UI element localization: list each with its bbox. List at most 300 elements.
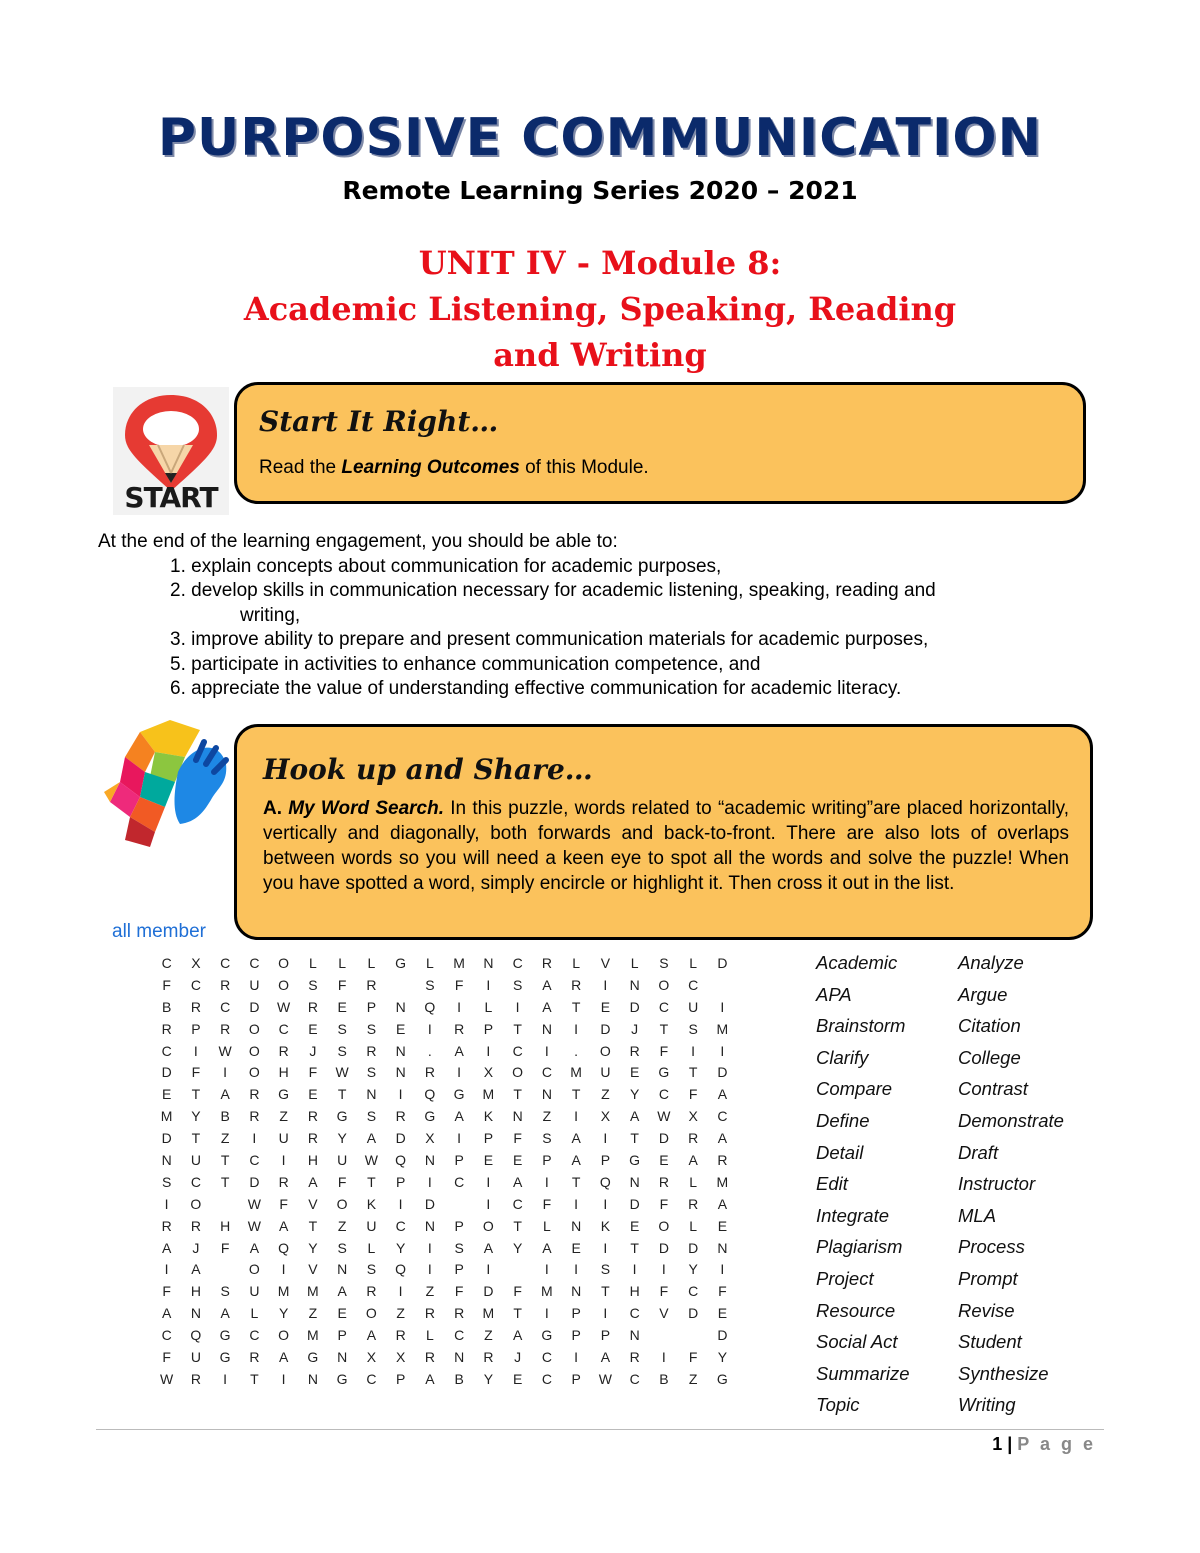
puzzle-letter[interactable]: E [337, 1305, 347, 1322]
puzzle-letter[interactable]: S [454, 1239, 464, 1256]
puzzle-letter[interactable]: C [190, 1173, 201, 1190]
puzzle-letter[interactable]: R [220, 1020, 231, 1037]
puzzle-letter[interactable]: O [336, 1195, 348, 1212]
puzzle-letter[interactable]: F [688, 1086, 698, 1103]
word-list-item[interactable]: Analyze [958, 952, 1024, 973]
puzzle-letter[interactable]: C [688, 1283, 699, 1300]
puzzle-letter[interactable]: C [541, 1348, 552, 1365]
puzzle-letter[interactable]: Z [279, 1108, 288, 1125]
puzzle-letter[interactable]: F [688, 1348, 698, 1365]
puzzle-letter[interactable]: D [161, 1130, 172, 1147]
puzzle-letter[interactable]: T [513, 1217, 522, 1234]
puzzle-letter[interactable]: C [541, 1370, 552, 1387]
puzzle-letter[interactable]: T [601, 1283, 610, 1300]
puzzle-letter[interactable]: W [598, 1370, 612, 1387]
puzzle-letter[interactable]: Q [278, 1239, 290, 1256]
puzzle-letter[interactable]: I [603, 1239, 608, 1256]
puzzle-letter[interactable]: R [629, 1042, 640, 1059]
puzzle-letter[interactable]: E [483, 1151, 494, 1168]
puzzle-letter[interactable]: N [337, 1348, 348, 1365]
puzzle-letter[interactable]: I [486, 1261, 491, 1278]
puzzle-letter[interactable]: T [308, 1217, 318, 1234]
word-list-item[interactable]: Process [958, 1236, 1025, 1258]
puzzle-letter[interactable]: E [512, 1370, 523, 1387]
puzzle-letter[interactable] [211, 1261, 240, 1277]
puzzle-letter[interactable]: Y [688, 1261, 698, 1278]
puzzle-letter[interactable]: G [453, 1086, 465, 1103]
puzzle-letter[interactable]: C [220, 954, 231, 971]
word-list-item[interactable]: Topic [816, 1394, 860, 1416]
puzzle-letter[interactable]: C [249, 954, 260, 971]
puzzle-letter[interactable]: Y [717, 1348, 728, 1365]
word-list-item[interactable]: College [958, 1046, 1021, 1068]
puzzle-letter[interactable]: O [248, 1261, 260, 1278]
puzzle-letter[interactable]: I [427, 1020, 432, 1037]
puzzle-letter[interactable]: P [337, 1327, 347, 1344]
puzzle-letter[interactable]: N [629, 1327, 640, 1344]
puzzle-letter[interactable]: E [512, 1151, 523, 1168]
puzzle-letter[interactable]: D [161, 1064, 172, 1081]
puzzle-letter[interactable]: H [307, 1151, 318, 1168]
puzzle-letter[interactable]: R [658, 1173, 669, 1190]
puzzle-letter[interactable]: I [252, 1130, 257, 1147]
puzzle-letter[interactable]: S [688, 1020, 698, 1037]
puzzle-letter[interactable]: T [337, 1086, 347, 1103]
puzzle-letter[interactable]: M [277, 1283, 290, 1300]
puzzle-letter[interactable]: N [541, 1086, 552, 1103]
puzzle-letter[interactable]: L [689, 1173, 698, 1190]
puzzle-letter[interactable]: I [691, 1042, 696, 1059]
puzzle-letter[interactable]: T [191, 1086, 201, 1103]
puzzle-letter[interactable]: A [366, 1327, 377, 1344]
puzzle-letter[interactable]: I [603, 1195, 608, 1212]
puzzle-letter[interactable]: L [367, 954, 376, 971]
puzzle-letter[interactable]: W [657, 1108, 671, 1125]
puzzle-letter[interactable]: A [278, 1217, 289, 1234]
puzzle-letter[interactable]: Q [395, 1151, 407, 1168]
puzzle-letter[interactable]: I [486, 1042, 491, 1059]
puzzle-letter[interactable]: S [659, 954, 669, 971]
puzzle-letter[interactable]: S [337, 1239, 347, 1256]
puzzle-letter[interactable]: R [717, 1151, 728, 1168]
puzzle-letter[interactable]: Y [395, 1239, 406, 1256]
puzzle-letter[interactable]: E [659, 1151, 669, 1168]
puzzle-letter[interactable]: A [542, 1239, 552, 1256]
word-list-item[interactable]: Citation [958, 1015, 1021, 1037]
puzzle-letter[interactable]: P [454, 1151, 464, 1168]
puzzle-letter[interactable]: F [454, 1283, 464, 1300]
puzzle-letter[interactable]: A [308, 1173, 318, 1190]
puzzle-letter[interactable]: A [278, 1348, 289, 1365]
puzzle-letter[interactable]: M [541, 1283, 553, 1300]
puzzle-letter[interactable]: R [483, 1348, 494, 1365]
puzzle-letter[interactable]: N [571, 1217, 582, 1234]
puzzle-letter[interactable]: Q [424, 998, 436, 1015]
puzzle-letter[interactable]: D [717, 954, 728, 971]
puzzle-letter[interactable]: R [366, 976, 377, 993]
puzzle-letter[interactable]: I [661, 1261, 666, 1278]
puzzle-letter[interactable]: C [658, 1086, 669, 1103]
puzzle-letter[interactable]: E [571, 1239, 581, 1256]
word-list-item[interactable]: Draft [958, 1141, 999, 1163]
puzzle-letter[interactable]: I [574, 1261, 579, 1278]
puzzle-letter[interactable]: R [220, 976, 231, 993]
puzzle-letter[interactable]: G [395, 954, 407, 971]
puzzle-letter[interactable]: R [688, 1130, 699, 1147]
puzzle-letter[interactable]: L [338, 954, 347, 971]
puzzle-letter[interactable]: D [600, 1020, 611, 1037]
puzzle-letter[interactable]: D [424, 1195, 435, 1212]
puzzle-letter[interactable]: H [278, 1064, 289, 1081]
puzzle-letter[interactable]: T [513, 1086, 522, 1103]
puzzle-letter[interactable]: N [424, 1217, 435, 1234]
puzzle-letter[interactable]: A [454, 1108, 464, 1125]
puzzle-letter[interactable]: T [220, 1173, 230, 1190]
puzzle-letter[interactable]: T [630, 1130, 639, 1147]
puzzle-letter[interactable]: A [337, 1283, 347, 1300]
puzzle-letter[interactable]: Z [308, 1305, 318, 1322]
puzzle-letter[interactable]: I [544, 1261, 549, 1278]
puzzle-letter[interactable]: R [249, 1348, 260, 1365]
puzzle-letter[interactable]: R [278, 1173, 289, 1190]
puzzle-letter[interactable]: D [688, 1305, 699, 1322]
puzzle-letter[interactable]: N [190, 1305, 201, 1322]
puzzle-letter[interactable]: K [600, 1217, 611, 1234]
puzzle-letter[interactable]: A [220, 1086, 230, 1103]
puzzle-letter[interactable]: I [486, 1173, 491, 1190]
puzzle-letter[interactable]: J [631, 1020, 639, 1037]
puzzle-letter[interactable]: W [218, 1042, 232, 1059]
word-list-item[interactable]: Clarify [816, 1046, 869, 1068]
puzzle-letter[interactable]: G [336, 1370, 348, 1387]
puzzle-letter[interactable]: A [220, 1305, 230, 1322]
puzzle-letter[interactable]: R [161, 1020, 172, 1037]
puzzle-letter[interactable]: O [248, 1064, 260, 1081]
puzzle-letter[interactable]: I [281, 1261, 286, 1278]
puzzle-letter[interactable]: X [688, 1108, 698, 1125]
puzzle-letter[interactable]: B [220, 1108, 230, 1125]
puzzle-letter[interactable]: G [541, 1327, 553, 1344]
puzzle-letter[interactable]: A [629, 1108, 640, 1125]
puzzle-letter[interactable]: E [337, 998, 347, 1015]
puzzle-letter[interactable]: R [307, 998, 318, 1015]
puzzle-letter[interactable]: R [424, 1064, 435, 1081]
puzzle-letter[interactable]: M [160, 1108, 173, 1125]
word-list-item[interactable]: Summarize [816, 1362, 910, 1384]
puzzle-letter[interactable]: Z [542, 1108, 552, 1125]
puzzle-letter[interactable]: L [572, 954, 581, 971]
puzzle-letter[interactable]: R [571, 976, 582, 993]
puzzle-letter[interactable]: A [454, 1042, 464, 1059]
puzzle-letter[interactable]: G [336, 1108, 348, 1125]
puzzle-letter[interactable]: T [659, 1020, 669, 1037]
puzzle-letter[interactable] [211, 1196, 240, 1212]
puzzle-letter[interactable]: R [161, 1217, 172, 1234]
puzzle-letter[interactable]: T [220, 1151, 230, 1168]
word-list-item[interactable]: Instructor [958, 1173, 1036, 1195]
puzzle-letter[interactable]: Z [337, 1217, 347, 1234]
puzzle-letter[interactable]: G [219, 1327, 231, 1344]
puzzle-letter[interactable]: I [427, 1261, 432, 1278]
puzzle-letter[interactable]: N [571, 1283, 582, 1300]
puzzle-letter[interactable]: I [515, 998, 520, 1015]
puzzle-letter[interactable]: T [191, 1130, 201, 1147]
puzzle-letter[interactable]: A [717, 1195, 728, 1212]
puzzle-letter[interactable]: V [659, 1305, 669, 1322]
puzzle-letter[interactable]: Z [396, 1305, 405, 1322]
puzzle-letter[interactable]: R [278, 1042, 289, 1059]
puzzle-letter[interactable]: S [512, 976, 523, 993]
puzzle-letter[interactable]: R [424, 1305, 435, 1322]
word-list-item[interactable]: Compare [816, 1078, 893, 1100]
puzzle-letter[interactable]: F [718, 1283, 727, 1300]
puzzle-letter[interactable]: F [220, 1239, 230, 1256]
puzzle-letter[interactable]: M [307, 1327, 319, 1344]
puzzle-letter[interactable]: P [191, 1020, 201, 1037]
puzzle-letter[interactable]: A [542, 976, 552, 993]
puzzle-letter[interactable]: C [629, 1370, 640, 1387]
word-list-item[interactable]: Demonstrate [958, 1109, 1064, 1131]
puzzle-letter[interactable]: O [248, 1042, 260, 1059]
puzzle-letter[interactable] [386, 977, 415, 993]
puzzle-letter[interactable]: C [366, 1370, 377, 1387]
puzzle-letter[interactable]: A [542, 998, 552, 1015]
puzzle-letter[interactable]: O [278, 954, 290, 971]
puzzle-letter[interactable]: O [365, 1305, 377, 1322]
puzzle-letter[interactable]: I [427, 1173, 432, 1190]
puzzle-letter[interactable]: C [161, 1327, 172, 1344]
puzzle-letter[interactable]: B [659, 1370, 669, 1387]
puzzle-letter[interactable]: R [366, 1283, 377, 1300]
puzzle-letter[interactable]: U [249, 976, 260, 993]
puzzle-letter[interactable]: L [542, 1217, 551, 1234]
puzzle-letter[interactable]: I [544, 1305, 549, 1322]
puzzle-letter[interactable]: S [366, 1261, 377, 1278]
puzzle-letter[interactable]: G [219, 1348, 231, 1365]
puzzle-letter[interactable]: C [717, 1108, 728, 1125]
puzzle-letter[interactable]: Z [484, 1327, 493, 1344]
puzzle-letter[interactable]: R [454, 1020, 465, 1037]
puzzle-letter[interactable]: A [483, 1239, 494, 1256]
puzzle-letter[interactable]: S [220, 1283, 230, 1300]
puzzle-letter[interactable]: F [659, 1042, 669, 1059]
puzzle-letter[interactable]: F [191, 1064, 201, 1081]
puzzle-letter[interactable]: A [191, 1261, 201, 1278]
puzzle-letter[interactable]: Y [629, 1086, 640, 1103]
puzzle-letter[interactable]: A [249, 1239, 260, 1256]
puzzle-letter[interactable]: I [574, 1195, 579, 1212]
puzzle-letter[interactable]: O [248, 1020, 260, 1037]
puzzle-letter[interactable]: A [717, 1130, 728, 1147]
puzzle-letter[interactable]: M [482, 1305, 495, 1322]
puzzle-letter[interactable]: I [632, 1261, 637, 1278]
word-list-item[interactable]: APA [816, 983, 852, 1005]
puzzle-letter[interactable]: I [457, 998, 462, 1015]
puzzle-letter[interactable]: D [658, 1130, 669, 1147]
puzzle-letter[interactable]: A [600, 1348, 611, 1365]
puzzle-letter[interactable]: R [688, 1195, 699, 1212]
puzzle-letter[interactable]: A [688, 1151, 698, 1168]
puzzle-letter[interactable]: C [395, 1217, 406, 1234]
puzzle-letter[interactable]: L [630, 954, 639, 971]
puzzle-letter[interactable]: D [395, 1130, 406, 1147]
puzzle-letter[interactable]: H [629, 1283, 640, 1300]
puzzle-letter[interactable]: R [454, 1305, 465, 1322]
puzzle-letter[interactable]: A [366, 1130, 377, 1147]
puzzle-letter[interactable]: G [716, 1370, 728, 1387]
puzzle-letter[interactable]: S [308, 976, 318, 993]
puzzle-letter[interactable]: R [307, 1108, 318, 1125]
puzzle-letter[interactable]: R [190, 998, 201, 1015]
puzzle-letter[interactable]: S [161, 1173, 172, 1190]
puzzle-letter[interactable]: I [544, 1042, 549, 1059]
puzzle-letter[interactable]: U [190, 1151, 201, 1168]
puzzle-letter[interactable]: Q [424, 1086, 436, 1103]
puzzle-letter[interactable]: I [574, 1020, 579, 1037]
puzzle-letter[interactable]: D [483, 1283, 494, 1300]
puzzle-letter[interactable]: C [161, 1042, 172, 1059]
puzzle-letter[interactable]: X [425, 1130, 435, 1147]
puzzle-letter[interactable]: F [542, 1195, 552, 1212]
puzzle-letter[interactable]: T [688, 1064, 698, 1081]
puzzle-letter[interactable]: G [307, 1348, 319, 1365]
puzzle-letter[interactable]: I [486, 1195, 491, 1212]
puzzle-letter[interactable]: M [482, 1086, 495, 1103]
puzzle-letter[interactable]: F [337, 1173, 347, 1190]
puzzle-letter[interactable]: J [309, 1042, 317, 1059]
puzzle-letter[interactable]: R [424, 1348, 435, 1365]
puzzle-letter[interactable]: U [688, 998, 699, 1015]
puzzle-letter[interactable]: T [250, 1370, 259, 1387]
puzzle-letter[interactable]: E [629, 1064, 640, 1081]
puzzle-letter[interactable]: Z [688, 1370, 698, 1387]
word-list-item[interactable]: Brainstorm [816, 1015, 906, 1037]
puzzle-letter[interactable]: O [599, 1042, 611, 1059]
puzzle-letter[interactable]: I [574, 1348, 579, 1365]
puzzle-letter[interactable]: T [513, 1020, 522, 1037]
puzzle-letter[interactable]: I [544, 1173, 549, 1190]
puzzle-letter[interactable]: D [688, 1239, 699, 1256]
puzzle-letter[interactable]: Q [599, 1173, 611, 1190]
puzzle-letter[interactable]: L [689, 1217, 698, 1234]
puzzle-letter[interactable]: P [366, 998, 377, 1015]
puzzle-letter[interactable]: P [600, 1151, 611, 1168]
puzzle-letter[interactable]: E [308, 1020, 318, 1037]
puzzle-letter[interactable]: O [658, 1217, 670, 1234]
puzzle-letter[interactable]: P [483, 1130, 494, 1147]
puzzle-letter[interactable]: X [191, 954, 201, 971]
puzzle-letter[interactable]: N [454, 1348, 465, 1365]
puzzle-letter[interactable]: . [574, 1042, 579, 1059]
puzzle-letter[interactable]: R [249, 1108, 260, 1125]
puzzle-letter[interactable]: Z [601, 1086, 610, 1103]
puzzle-letter[interactable]: R [190, 1217, 201, 1234]
word-list-item[interactable]: Social Act [816, 1331, 898, 1353]
puzzle-letter[interactable]: Q [395, 1261, 407, 1278]
puzzle-letter[interactable]: C [249, 1327, 260, 1344]
puzzle-letter[interactable]: F [454, 976, 464, 993]
puzzle-letter[interactable]: Y [512, 1239, 523, 1256]
puzzle-letter[interactable]: F [279, 1195, 288, 1212]
puzzle-letter[interactable]: D [249, 998, 260, 1015]
puzzle-letter[interactable]: D [658, 1239, 669, 1256]
puzzle-letter[interactable]: L [425, 954, 434, 971]
puzzle-letter[interactable]: O [278, 976, 290, 993]
puzzle-letter[interactable]: R [307, 1130, 318, 1147]
puzzle-letter[interactable]: I [574, 1108, 579, 1125]
puzzle-letter[interactable]: I [603, 1305, 608, 1322]
puzzle-letter[interactable]: P [454, 1261, 464, 1278]
puzzle-letter[interactable]: I [398, 1195, 403, 1212]
word-list-item[interactable]: Synthesize [958, 1362, 1049, 1384]
puzzle-letter[interactable]: X [366, 1348, 377, 1365]
word-list-item[interactable]: Revise [958, 1299, 1015, 1321]
puzzle-letter[interactable]: N [483, 954, 494, 971]
puzzle-letter[interactable]: A [512, 1173, 523, 1190]
puzzle-letter[interactable]: P [454, 1217, 464, 1234]
puzzle-letter[interactable]: S [600, 1261, 611, 1278]
word-list-item[interactable]: Academic [816, 952, 898, 973]
puzzle-letter[interactable]: P [395, 1370, 406, 1387]
puzzle-letter[interactable]: N [541, 1020, 552, 1037]
puzzle-letter[interactable]: N [512, 1108, 523, 1125]
puzzle-letter[interactable]: I [661, 1348, 666, 1365]
puzzle-letter[interactable]: C [190, 976, 201, 993]
puzzle-letter[interactable]: H [220, 1217, 231, 1234]
word-list-item[interactable]: Prompt [958, 1267, 1018, 1289]
puzzle-letter[interactable]: T [571, 998, 581, 1015]
puzzle-letter[interactable]: Y [278, 1305, 289, 1322]
puzzle-letter[interactable]: E [629, 1217, 640, 1234]
puzzle-letter[interactable]: P [571, 1305, 581, 1322]
puzzle-letter[interactable]: O [190, 1195, 202, 1212]
puzzle-letter[interactable]: F [337, 976, 347, 993]
puzzle-letter[interactable]: E [161, 1086, 172, 1103]
puzzle-letter[interactable]: J [514, 1348, 522, 1365]
puzzle-letter[interactable]: I [281, 1151, 286, 1168]
puzzle-letter[interactable]: F [308, 1064, 318, 1081]
puzzle-letter[interactable]: D [717, 1327, 728, 1344]
puzzle-letter[interactable]: G [658, 1064, 670, 1081]
puzzle-letter[interactable]: P [542, 1151, 552, 1168]
puzzle-letter[interactable]: A [717, 1086, 728, 1103]
puzzle-letter[interactable]: H [190, 1283, 201, 1300]
puzzle-letter[interactable]: C [512, 1042, 523, 1059]
puzzle-letter[interactable]: A [425, 1370, 435, 1387]
puzzle-letter[interactable]: W [247, 1195, 261, 1212]
puzzle-letter[interactable] [503, 1261, 532, 1277]
puzzle-letter[interactable]: C [688, 976, 699, 993]
puzzle-letter[interactable]: I [164, 1261, 169, 1278]
puzzle-letter[interactable]: S [337, 1020, 347, 1037]
puzzle-letter[interactable]: R [541, 954, 552, 971]
puzzle-letter[interactable]: W [277, 998, 291, 1015]
puzzle-letter[interactable]: I [223, 1064, 228, 1081]
puzzle-letter[interactable]: C [541, 1064, 552, 1081]
puzzle-letter[interactable]: W [335, 1064, 349, 1081]
puzzle-letter[interactable]: N [395, 1042, 406, 1059]
word-list-item[interactable]: Writing [958, 1394, 1016, 1416]
word-list-item[interactable]: Contrast [958, 1078, 1028, 1100]
puzzle-letter[interactable]: K [366, 1195, 377, 1212]
puzzle-letter[interactable]: C [658, 998, 669, 1015]
puzzle-letter[interactable]: T [571, 1086, 581, 1103]
puzzle-letter[interactable]: I [223, 1370, 228, 1387]
puzzle-letter[interactable]: N [424, 1151, 435, 1168]
puzzle-letter[interactable]: N [366, 1086, 377, 1103]
puzzle-letter[interactable]: G [424, 1108, 436, 1125]
puzzle-letter[interactable]: F [162, 1348, 171, 1365]
